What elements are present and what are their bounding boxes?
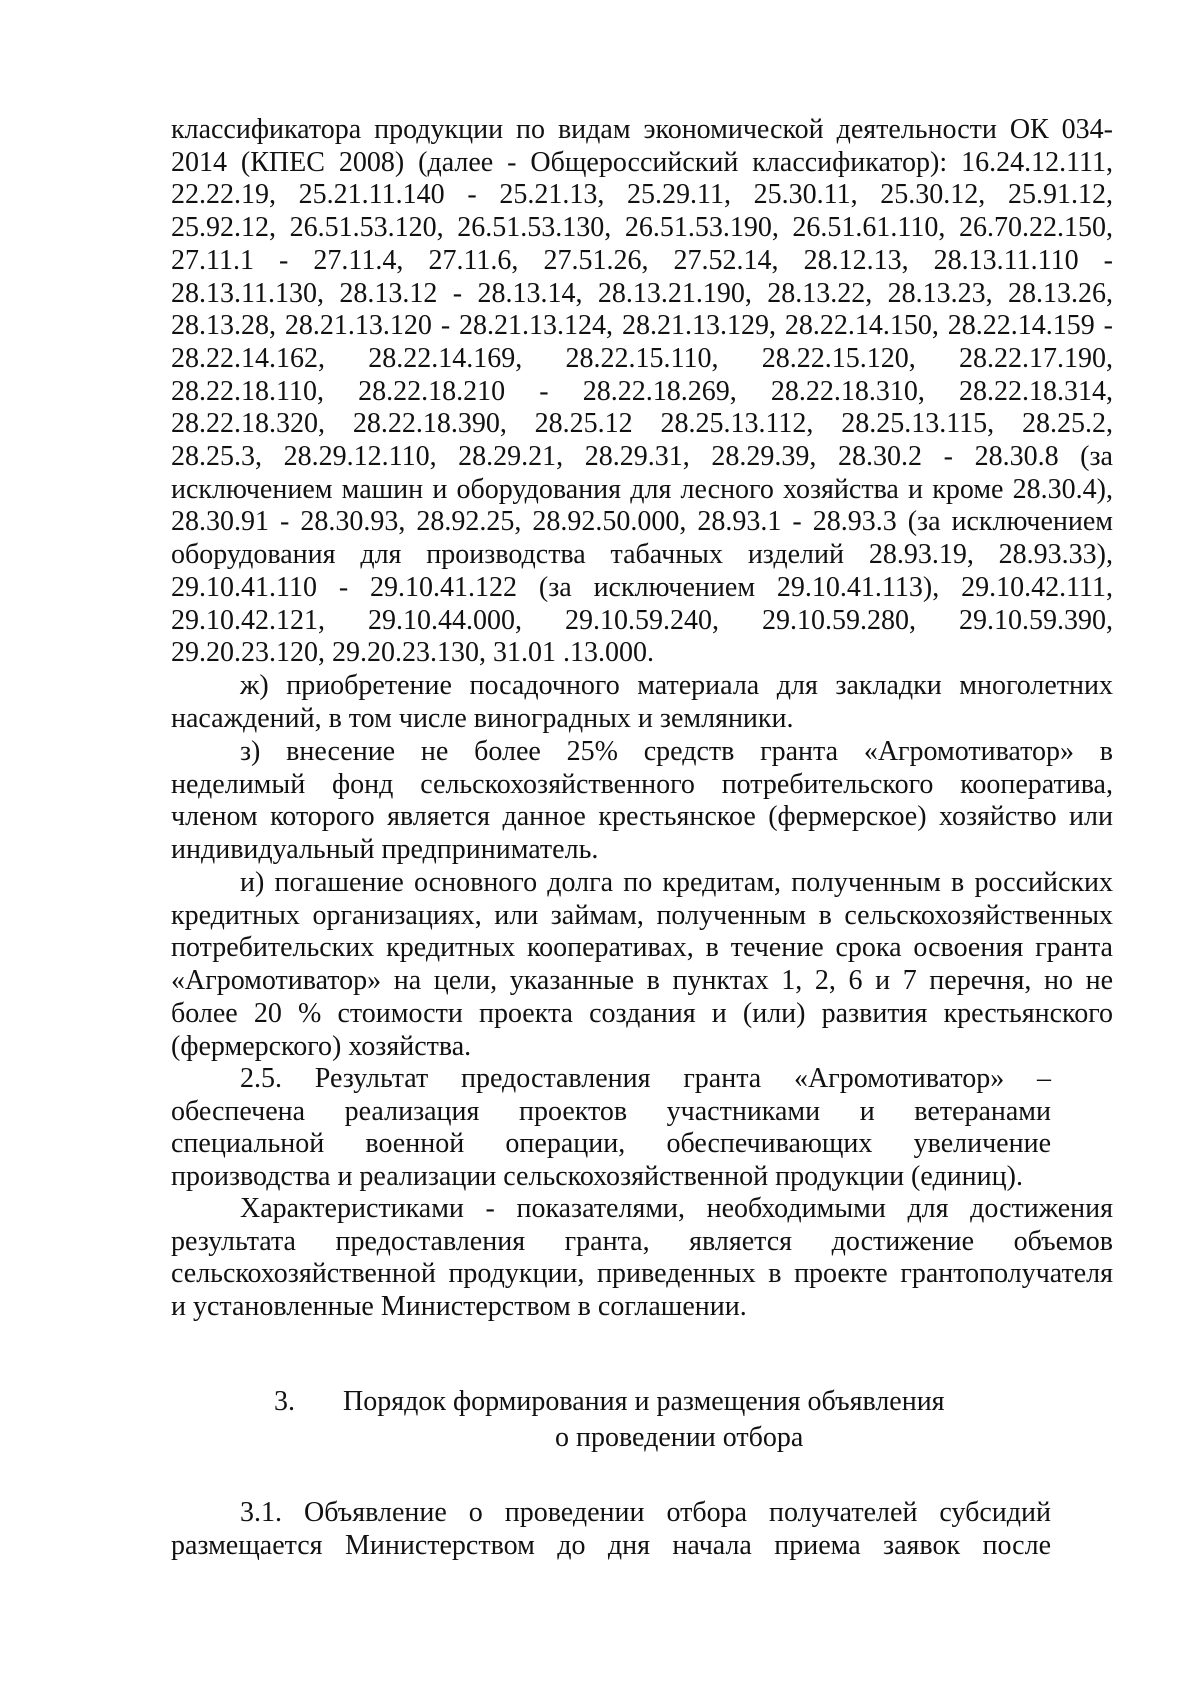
text-line: и установленные Министерством в соглашении.	[171, 1291, 747, 1323]
text-line: сельскохозяйственной продукции, приведенных в проекте грантополучателя	[171, 1258, 1113, 1290]
text-line: членом которого является данное крестьянское (фермерское) хозяйство или	[171, 801, 1113, 833]
text-line: 28.22.18.110, 28.22.18.210 - 28.22.18.269, 28.22.18.310, 28.22.18.314,	[171, 375, 1113, 407]
text-line: 2014 (КПЕС 2008) (далее - Общероссийский классификатор): 16.24.12.111,	[171, 146, 1113, 178]
text-line: 28.13.11.130, 28.13.12 - 28.13.14, 28.13.21.190, 28.13.22, 28.13.23, 28.13.26,	[171, 277, 1113, 309]
text-line: 29.10.41.110 - 29.10.41.122 (за исключением 29.10.41.113), 29.10.42.111,	[171, 571, 1113, 603]
section-title-line1: Порядок формирования и размещения объявления	[343, 1386, 945, 1417]
text-line: 22.22.19, 25.21.11.140 - 25.21.13, 25.29.11, 25.30.11, 25.30.12, 25.91.12,	[171, 179, 1113, 211]
text-line: обеспечена реализация проектов участниками и ветеранами	[171, 1095, 1051, 1127]
section-3-heading	[171, 1386, 1113, 1455]
text-line: неделимый фонд сельскохозяйственного потребительского кооператива,	[171, 768, 1113, 800]
text-line: 29.10.42.121, 29.10.44.000, 29.10.59.240, 29.10.59.280, 29.10.59.390,	[171, 604, 1113, 636]
text-line: индивидуальный предприниматель.	[171, 834, 599, 866]
text-line: 28.22.18.320, 28.22.18.390, 28.25.12 28.25.13.112, 28.25.13.115, 28.25.2,	[171, 408, 1113, 440]
section-title-line2: о проведении отбора	[555, 1422, 804, 1453]
text-line: потребительских кредитных кооперативах, в течение срока освоения гранта	[171, 932, 1113, 964]
text-line: более 20 % стоимости проекта создания и (или) развития крестьянского	[171, 997, 1113, 1029]
item-i-paragraph	[171, 867, 1113, 1063]
text-line: 25.92.12, 26.51.53.120, 26.51.53.130, 26.51.53.190, 26.51.61.110, 26.70.22.150,	[171, 212, 1113, 244]
text-line: Характеристиками - показателями, необходимыми для достижения	[240, 1193, 1113, 1224]
item-z-paragraph	[171, 736, 1113, 867]
text-line: и) погашение основного долга по кредитам, полученным в российских	[240, 867, 1113, 898]
text-line: з) внесение не более 25% средств гранта «Агромотиватор» в	[240, 736, 1113, 767]
classifier-codes-paragraph	[171, 114, 1113, 670]
text-line: «Агромотиватор» на цели, указанные в пунктах 1, 2, 6 и 7 перечня, но не	[171, 965, 1113, 997]
item-zh-paragraph	[171, 670, 1113, 735]
text-line: 29.20.23.120, 29.20.23.130, 31.01 .13.000.	[171, 637, 654, 669]
text-line: 28.22.14.162, 28.22.14.169, 28.22.15.110, 28.22.15.120, 28.22.17.190,	[171, 342, 1113, 374]
text-line: ж) приобретение посадочного материала для закладки многолетних	[240, 670, 1113, 701]
text-line: 28.30.91 - 28.30.93, 28.92.25, 28.92.50.000, 28.93.1 - 28.93.3 (за исключением	[171, 506, 1113, 538]
text-line: насаждений, в том числе виноградных и земляники.	[171, 702, 794, 734]
text-line: кредитных организациях, или займам, полученным в сельскохозяйственных	[171, 899, 1113, 931]
section-number: 3.	[274, 1386, 295, 1417]
text-line: 27.11.1 - 27.11.4, 27.11.6, 27.51.26, 27.52.14, 28.12.13, 28.13.11.110 -	[171, 244, 1113, 276]
text-line: специальной военной операции, обеспечивающих увеличение	[171, 1128, 1051, 1160]
text-line: оборудования для производства табачных изделий 28.93.19, 28.93.33),	[171, 539, 1113, 571]
text-line: (фермерского) хозяйства.	[171, 1030, 472, 1062]
text-line: классификатора продукции по видам экономической деятельности ОК 034-	[171, 114, 1113, 145]
text-line: 28.25.3, 28.29.12.110, 28.29.21, 28.29.31, 28.29.39, 28.30.2 - 28.30.8 (за	[171, 441, 1113, 473]
paragraph-3-1	[171, 1497, 1051, 1562]
text-line: размещается Министерством до дня начала приема заявок после	[171, 1529, 1051, 1561]
text-line: результата предоставления гранта, является достижение объемов	[171, 1225, 1113, 1257]
paragraph-2-5	[171, 1063, 1051, 1194]
text-line: производства и реализации сельскохозяйственной продукции (единиц).	[171, 1161, 1023, 1193]
text-line: 2.5. Результат предоставления гранта «Агромотиватор» –	[240, 1063, 1051, 1094]
characteristics-paragraph	[171, 1193, 1113, 1324]
text-line: 3.1. Объявление о проведении отбора получателей субсидий	[240, 1497, 1051, 1528]
text-line: 28.13.28, 28.21.13.120 - 28.21.13.124, 28.21.13.129, 28.22.14.150, 28.22.14.159 -	[171, 310, 1113, 342]
text-line: исключением машин и оборудования для лесного хозяйства и кроме 28.30.4),	[171, 473, 1113, 505]
